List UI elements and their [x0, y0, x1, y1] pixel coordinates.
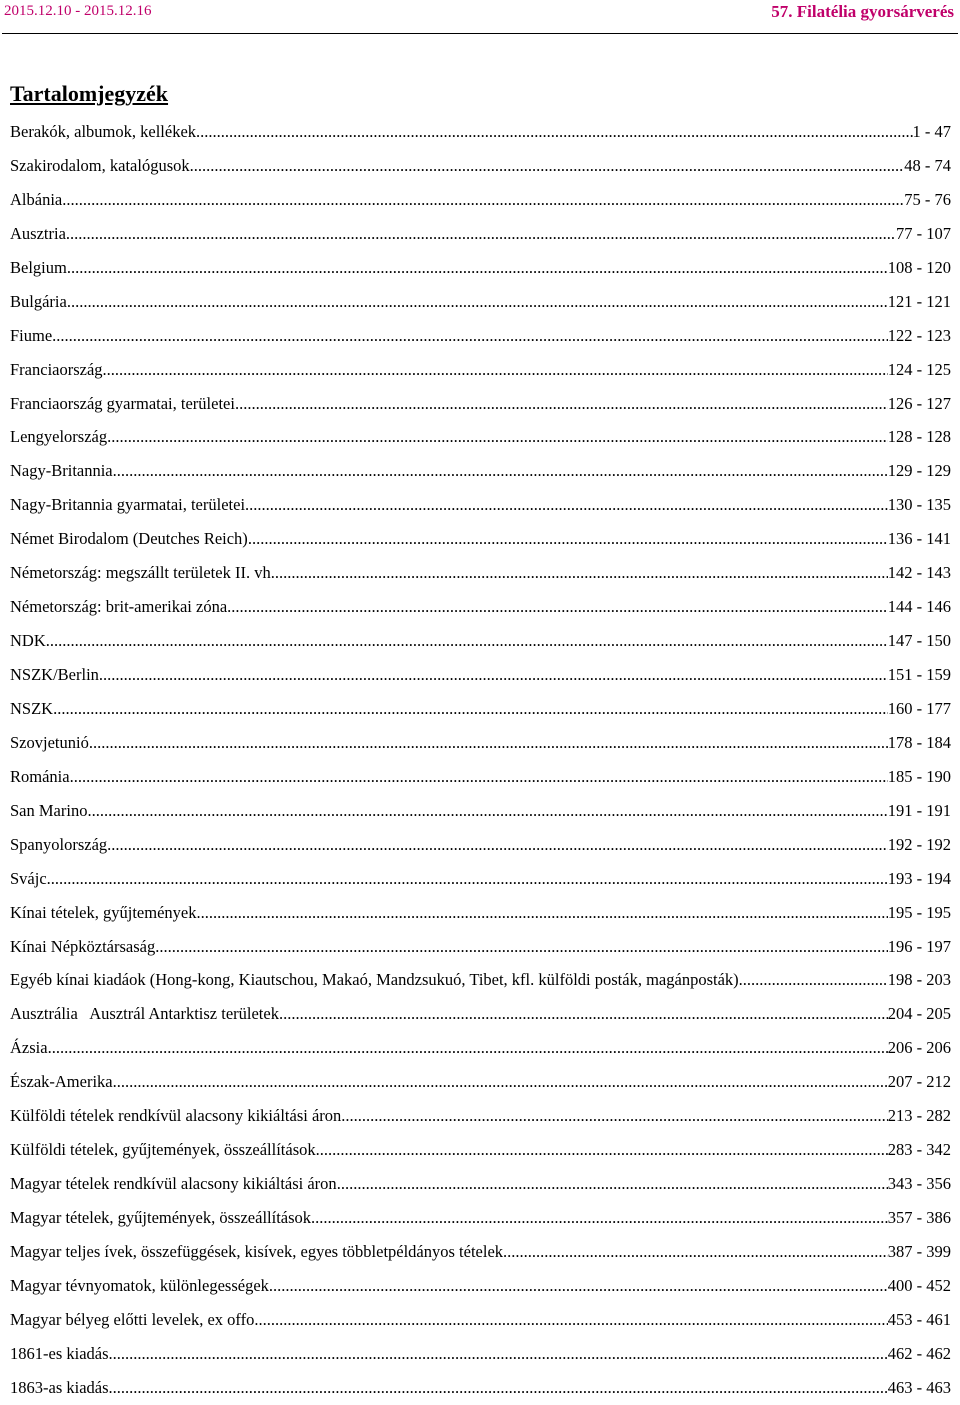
- toc-entry[interactable]: [10, 420, 951, 454]
- date-range: 2015.12.10 - 2015.12.16: [4, 3, 152, 19]
- toc-entry[interactable]: [10, 1099, 951, 1133]
- dot-leader: [113, 1065, 888, 1099]
- toc-entry[interactable]: [10, 1269, 951, 1303]
- toc-entry[interactable]: [10, 997, 951, 1031]
- toc-entry-label: NSZK: [10, 698, 54, 718]
- toc-entry-label: Berakók, albumok, kellékek: [10, 122, 197, 141]
- toc-entry-label: Egyéb kínai kiadáok (Hong-kong, Kiautschou, Makaó, Mandzsukuó, Tibet, kfl. külföldi posták, magánposták): [10, 970, 739, 990]
- toc-entry-label: Magyar tévnyomatok, különlegességek: [10, 1275, 269, 1295]
- toc-entry-label: Nagy-Britannia: [10, 461, 113, 481]
- header-divider: [2, 33, 958, 34]
- toc-entry-pages: 453 - 461: [887, 1309, 951, 1329]
- toc-entry-pages: 463 - 463: [887, 1377, 951, 1397]
- toc-entry-pages: 207 - 212: [887, 1072, 951, 1092]
- toc-entry-pages: 108 - 120: [887, 257, 951, 277]
- toc-entry-pages: 129 - 129: [887, 461, 951, 481]
- toc-entry-pages: 206 - 206: [887, 1038, 951, 1058]
- dot-leader: [196, 115, 912, 149]
- toc-title: Tartalomjegyzék: [10, 81, 169, 106]
- toc-entry-label: Német Birodalom (Deutches Reich): [10, 529, 248, 549]
- toc-entry-pages: 136 - 141: [887, 529, 951, 549]
- toc-entry[interactable]: [10, 862, 951, 896]
- dot-leader: [337, 1167, 888, 1201]
- toc-entry[interactable]: [10, 760, 951, 794]
- toc-entry-label: Franciaország gyarmatai, területei: [10, 393, 235, 413]
- auction-title: 57. Filatélia gyorsárverés: [771, 2, 954, 21]
- dot-leader: [52, 319, 888, 353]
- toc-entry-label: Ausztria: [10, 223, 66, 243]
- dot-leader: [311, 1201, 888, 1235]
- toc-entry-label: Magyar tételek rendkívül alacsony kikiáltási áron: [10, 1174, 337, 1194]
- toc-entry-label: Albánia: [10, 189, 63, 209]
- toc-entry-pages: 185 - 190: [887, 766, 951, 786]
- toc-entry-label: Szakirodalom, katalógusok: [10, 155, 190, 175]
- toc-entry[interactable]: [10, 217, 951, 251]
- toc-entry-label: Ausztrália Ausztrál Antarktisz területek: [10, 1004, 279, 1024]
- toc-entry-label: Spanyolország: [10, 834, 108, 854]
- toc-entry[interactable]: [10, 624, 951, 658]
- toc-entry-label: Külföldi tételek, gyűjtemények, összeállítások: [10, 1140, 316, 1160]
- dot-leader: [67, 251, 888, 285]
- dot-leader: [47, 862, 888, 896]
- toc-entry[interactable]: [10, 658, 951, 692]
- dot-leader: [341, 1099, 887, 1133]
- toc-entry-pages: 1 - 47: [912, 122, 951, 141]
- dot-leader: [190, 149, 905, 183]
- toc-entry-label: 1861-es kiadás: [10, 1343, 109, 1363]
- toc-entry-label: Svájc: [10, 868, 47, 888]
- dot-leader: [67, 285, 888, 319]
- toc-entry[interactable]: [10, 692, 951, 726]
- toc-entry[interactable]: [10, 1065, 951, 1099]
- dot-leader: [70, 760, 888, 794]
- toc-entry[interactable]: [10, 1133, 951, 1167]
- toc-entry-pages: 48 - 74: [904, 155, 951, 175]
- toc-entry-pages: 142 - 143: [887, 563, 951, 583]
- toc-entry[interactable]: [10, 319, 951, 353]
- toc-entry-pages: 400 - 452: [887, 1275, 951, 1295]
- dot-leader: [316, 1133, 888, 1167]
- toc-entry-pages: 77 - 107: [896, 223, 951, 243]
- dot-leader: [107, 828, 888, 862]
- toc-entry-pages: 213 - 282: [887, 1106, 951, 1126]
- dot-leader: [107, 420, 888, 454]
- toc-entry[interactable]: [10, 115, 951, 149]
- dot-leader: [155, 930, 888, 964]
- dot-leader: [87, 794, 887, 828]
- dot-leader: [46, 624, 888, 658]
- dot-leader: [248, 522, 888, 556]
- toc-entry-label: Belgium: [10, 257, 67, 277]
- page-header: [0, 0, 960, 36]
- toc-entry-pages: 357 - 386: [887, 1208, 951, 1227]
- toc-entry[interactable]: [10, 1167, 951, 1201]
- toc-entry[interactable]: [10, 387, 951, 421]
- toc-entry-pages: 193 - 194: [887, 868, 951, 888]
- toc-entry-pages: 124 - 125: [887, 359, 951, 379]
- dot-leader: [113, 454, 888, 488]
- dot-leader: [254, 1303, 887, 1337]
- toc-entry-label: NSZK/Berlin: [10, 665, 99, 684]
- toc-entry-pages: 147 - 150: [887, 631, 951, 651]
- toc-entry-pages: 196 - 197: [887, 936, 951, 956]
- dot-leader: [196, 896, 887, 930]
- toc-entry[interactable]: [10, 522, 951, 556]
- toc-entry[interactable]: [10, 183, 951, 217]
- toc-entry[interactable]: [10, 1235, 951, 1269]
- dot-leader: [48, 1031, 888, 1065]
- toc-entry[interactable]: [10, 963, 951, 997]
- toc-entry[interactable]: [10, 556, 951, 590]
- toc-entry-pages: 191 - 191: [887, 800, 951, 820]
- dot-leader: [235, 387, 888, 421]
- toc-entry-pages: 160 - 177: [887, 698, 951, 718]
- toc-entry-pages: 144 - 146: [887, 597, 951, 617]
- toc-entry-label: Észak-Amerika: [10, 1072, 113, 1092]
- dot-leader: [109, 1337, 888, 1371]
- toc-entry-label: Románia: [10, 766, 70, 786]
- dot-leader: [99, 658, 888, 692]
- dot-leader: [62, 183, 904, 217]
- toc-entry-pages: 387 - 399: [887, 1241, 951, 1261]
- toc-entry-pages: 126 - 127: [887, 393, 951, 413]
- toc-entry-label: Kínai tételek, gyűjtemények: [10, 902, 197, 922]
- toc-entry-pages: 151 - 159: [887, 665, 951, 684]
- toc-entry-pages: 128 - 128: [887, 427, 951, 447]
- dot-leader: [279, 997, 888, 1031]
- toc-entry-label: Szovjetunió: [10, 732, 89, 752]
- dot-leader: [271, 556, 888, 590]
- toc-entry[interactable]: [10, 590, 951, 624]
- toc-entry-pages: 343 - 356: [887, 1174, 951, 1194]
- toc-entry[interactable]: [10, 1031, 951, 1065]
- toc-entry[interactable]: [10, 896, 951, 930]
- toc-list: [10, 115, 951, 1405]
- toc-entry-pages: 75 - 76: [904, 189, 951, 209]
- toc-entry-pages: 462 - 462: [887, 1343, 951, 1363]
- toc-entry-label: Németország: megszállt területek II. vh: [10, 563, 271, 583]
- toc-entry-label: NDK: [10, 631, 46, 651]
- dot-leader: [245, 488, 888, 522]
- toc-entry-label: Magyar teljes ívek, összefüggések, kisívek, egyes többletpéldányos tételek: [10, 1241, 504, 1261]
- toc-entry[interactable]: [10, 930, 951, 964]
- toc-entry[interactable]: [10, 828, 951, 862]
- toc-entry-label: Fiume: [10, 325, 53, 345]
- toc-entry-label: Bulgária: [10, 291, 67, 311]
- toc-entry[interactable]: [10, 1303, 951, 1337]
- toc-entry[interactable]: [10, 1201, 951, 1235]
- dot-leader: [103, 353, 888, 387]
- toc-entry-pages: 122 - 123: [887, 325, 951, 345]
- dot-leader: [66, 217, 896, 251]
- toc-entry-label: Magyar tételek, gyűjtemények, összeállítások: [10, 1208, 312, 1227]
- toc-entry-pages: 198 - 203: [887, 970, 951, 990]
- toc-entry-label: Franciaország: [10, 359, 103, 379]
- toc-entry-pages: 283 - 342: [887, 1140, 951, 1160]
- toc-entry[interactable]: [10, 1337, 951, 1371]
- toc-entry[interactable]: [10, 149, 951, 183]
- toc-entry[interactable]: [10, 454, 951, 488]
- dot-leader: [503, 1235, 888, 1269]
- toc-entry[interactable]: [10, 488, 951, 522]
- toc-entry[interactable]: [10, 353, 951, 387]
- toc-entry[interactable]: [10, 285, 951, 319]
- toc-entry[interactable]: [10, 251, 951, 285]
- dot-leader: [53, 692, 888, 726]
- toc-entry-pages: 195 - 195: [887, 902, 951, 922]
- toc-entry-pages: 121 - 121: [887, 291, 951, 311]
- toc-entry-label: Németország: brit-amerikai zóna: [10, 597, 228, 617]
- toc-entry-label: Kínai Népköztársaság: [10, 936, 156, 956]
- toc-entry-pages: 178 - 184: [887, 732, 951, 752]
- toc-entry-label: 1863-as kiadás: [10, 1377, 109, 1397]
- toc-entry-label: Nagy-Britannia gyarmatai, területei: [10, 495, 246, 515]
- toc-entry[interactable]: [10, 1371, 951, 1405]
- toc-entry[interactable]: [10, 794, 951, 828]
- dot-leader: [739, 963, 888, 997]
- dot-leader: [89, 726, 888, 760]
- toc-entry-label: Ázsia: [10, 1038, 48, 1058]
- toc-entry-label: Külföldi tételek rendkívül alacsony kikiáltási áron: [10, 1106, 342, 1126]
- toc-entry-pages: 204 - 205: [887, 1004, 951, 1024]
- toc-entry[interactable]: [10, 726, 951, 760]
- dot-leader: [227, 590, 888, 624]
- toc-entry-label: Lengyelország: [10, 427, 108, 447]
- toc-entry-label: San Marino: [10, 800, 88, 820]
- toc-entry-pages: 130 - 135: [887, 495, 951, 515]
- toc-entry-label: Magyar bélyeg előtti levelek, ex offo: [10, 1309, 255, 1329]
- dot-leader: [109, 1371, 888, 1405]
- dot-leader: [269, 1269, 888, 1303]
- toc-entry-pages: 192 - 192: [887, 834, 951, 854]
